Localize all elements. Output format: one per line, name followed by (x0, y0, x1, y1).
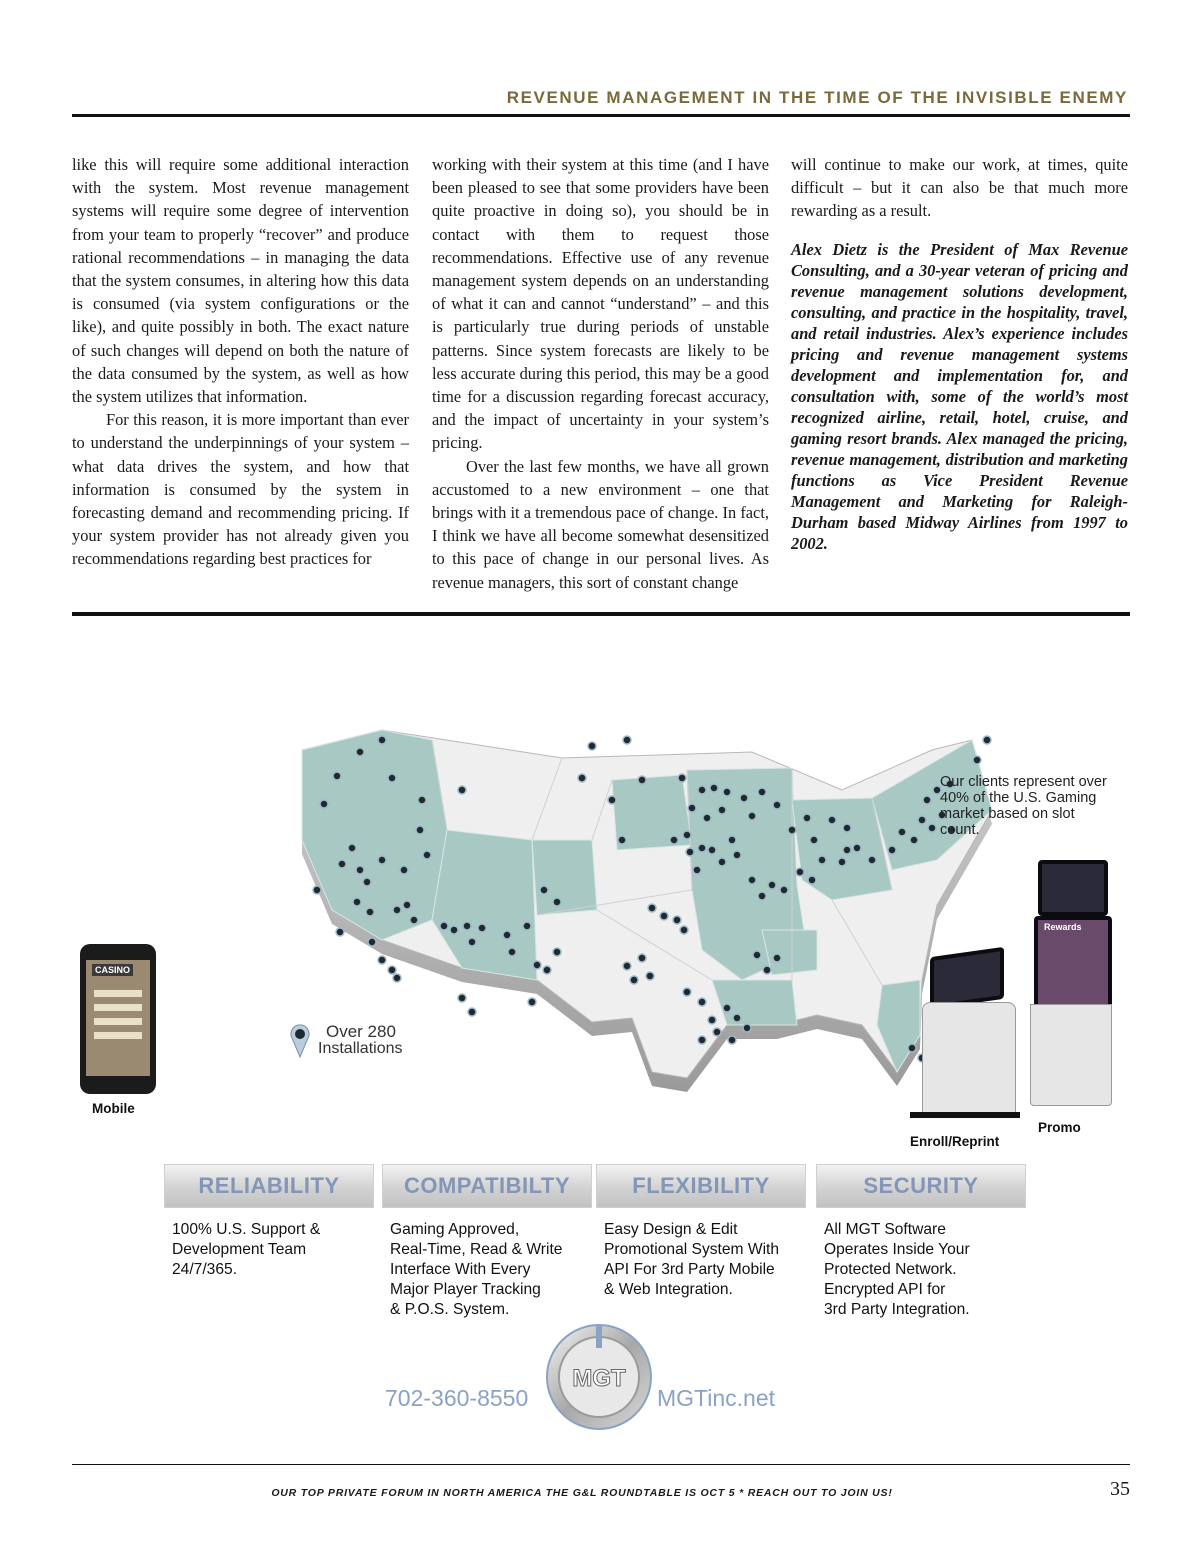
pillar-line: Gaming Approved, (390, 1221, 520, 1238)
page-number: 35 (1110, 1478, 1130, 1500)
kiosk-body (922, 1002, 1016, 1114)
logo-text: MGT (572, 1365, 626, 1392)
pillar-line: API For 3rd Party Mobile (604, 1261, 775, 1278)
pillar-description (596, 1220, 806, 1300)
paragraph: Over the last few months, we have all grown accustomed to a new environment – one that brings with it a tremendous pace of change. In fact, I think we have all become somewhat desensitized to this pace of change in our personal lives. As revenue managers, this sort of constant change (432, 456, 769, 592)
pillar-line: Protected Network. (824, 1261, 957, 1278)
pillar-line: All MGT Software (824, 1221, 946, 1238)
enroll-caption: Enroll/Reprint (910, 1134, 1000, 1149)
pillar-description (164, 1220, 374, 1280)
pillar-description (382, 1220, 592, 1320)
paragraph: For this reason, it is more important than ever to understand the underpinnings of your system – what data drives the system, and how that information is consumed by the system in forecasting demand and recommending pricing. If your system provider has not already given you recommendations regarding best practices for (72, 410, 409, 569)
pillar-line: Promotional System With (604, 1241, 780, 1258)
mobile-phone-image (80, 944, 156, 1094)
pillar-line: Operates Inside Your (824, 1241, 970, 1258)
contact-phone: 702-360-8550 (385, 1385, 529, 1411)
pillar-compatibility (382, 1164, 592, 1320)
phone-screen-brand: CASINO (92, 964, 133, 976)
section-rule (72, 612, 1130, 616)
pillar-title: RELIABILITY (164, 1164, 374, 1208)
pillar-line: Real-Time, Read & Write (390, 1241, 563, 1258)
pillar-line: Interface With Every (390, 1261, 531, 1278)
installations-count: Over 280 (326, 1022, 396, 1041)
phone-menu-item (94, 1018, 142, 1025)
pillar-line: Easy Design & Edit (604, 1221, 738, 1238)
pillar-line: Major Player Tracking (390, 1281, 541, 1298)
footer-banner: OUR TOP PRIVATE FORUM IN NORTH AMERICA THE G&L ROUNDTABLE IS OCT 5 * REACH OUT TO JOIN US! (271, 1487, 893, 1499)
kiosk-base (910, 1112, 1020, 1118)
running-head: REVENUE MANAGEMENT IN THE TIME OF THE INVISIBLE ENEMY (506, 88, 1128, 107)
paragraph: like this will require some additional interaction with the system. Most revenue management systems will require some degree of intervention from your team to properly “recover” and produce rational recommendations – in managing the data that the system consumes, in altering how this data is consumed (via system configurations or the like), and quite possibly in both. The exact nature of such changes will depend on both the nature of the data consumed by the system, as well as how the system utilizes that information. (72, 155, 409, 407)
footer-rule (72, 1464, 1130, 1465)
pillar-title: COMPATIBILTY (382, 1164, 592, 1208)
pillar-line: 3rd Party Integration. (824, 1301, 970, 1318)
rewards-label: Rewards (1044, 922, 1082, 932)
pillar-flexibility (596, 1164, 806, 1300)
pillar-security (816, 1164, 1026, 1320)
pillar-line: Development Team (172, 1241, 307, 1258)
mgt-advertisement (72, 640, 1130, 1440)
pillar-title: SECURITY (816, 1164, 1026, 1208)
pillar-reliability (164, 1164, 374, 1280)
article-column-1 (72, 153, 409, 571)
mgt-logo (544, 1322, 654, 1432)
market-share-claim: Our clients represent over 40% of the U.S. Gaming market based on slot count. (940, 774, 1107, 838)
author-bio: Alex Dietz is the President of Max Revenue Consulting, and a 30-year veteran of pricing and revenue management solutions development, consulting, and practice in the hospitality, travel, and retail industries. Alex’s experience includes pricing and revenue management systems development and implementation for, and consultation with, some of the world’s most recognized airline, retail, hotel, cruise, and gaming resort brands. Alex managed the pricing, revenue management, distribution and marketing functions as Vice President Revenue Management and Marketing for Raleigh-Durham based Midway Airlines from 1997 to 2002. (791, 239, 1128, 553)
kiosk-top-screen (1038, 860, 1108, 916)
article-column-3 (791, 153, 1128, 554)
paragraph: will continue to make our work, at times, quite difficult – but it can also be that much more rewarding as a result. (791, 155, 1128, 221)
contact-website: MGTinc.net (657, 1385, 776, 1411)
promo-caption: Promo (1038, 1120, 1081, 1135)
phone-menu-item (94, 990, 142, 997)
kiosk-body (1030, 1004, 1112, 1106)
paragraph: working with their system at this time (and I have been pleased to see that some providers have been quite proactive in doing so), you should be in contact with them to request those recommendations. Effective use of any revenue management system depends on an understanding of what it can and cannot “understand” – and this is particularly true during periods of unstable patterns. Since system forecasts are likely to be less accurate during this period, this may be a good time for a discussion regarding forecast accuracy, and the impact of uncertainty in your system’s pricing. (432, 155, 769, 453)
mobile-caption: Mobile (92, 1101, 135, 1116)
installations-label: Installations (318, 1040, 403, 1057)
pillar-line: & Web Integration. (604, 1281, 733, 1298)
phone-menu-item (94, 1032, 142, 1039)
phone-menu-item (94, 1004, 142, 1011)
pillar-line: & P.O.S. System. (390, 1301, 510, 1318)
article-column-2 (432, 153, 769, 594)
kiosk-screen (930, 947, 1004, 1009)
phone-screen (86, 960, 150, 1076)
map-pin-icon (290, 1024, 310, 1058)
kiosk-rewards-screen (1034, 916, 1112, 1008)
pillar-line: Encrypted API for (824, 1281, 946, 1298)
pillar-line: 24/7/365. (172, 1261, 238, 1278)
top-rule (72, 114, 1130, 117)
pillar-description (816, 1220, 1026, 1320)
pillar-line: 100% U.S. Support & (172, 1221, 321, 1238)
pillar-title: FLEXIBILITY (596, 1164, 806, 1208)
